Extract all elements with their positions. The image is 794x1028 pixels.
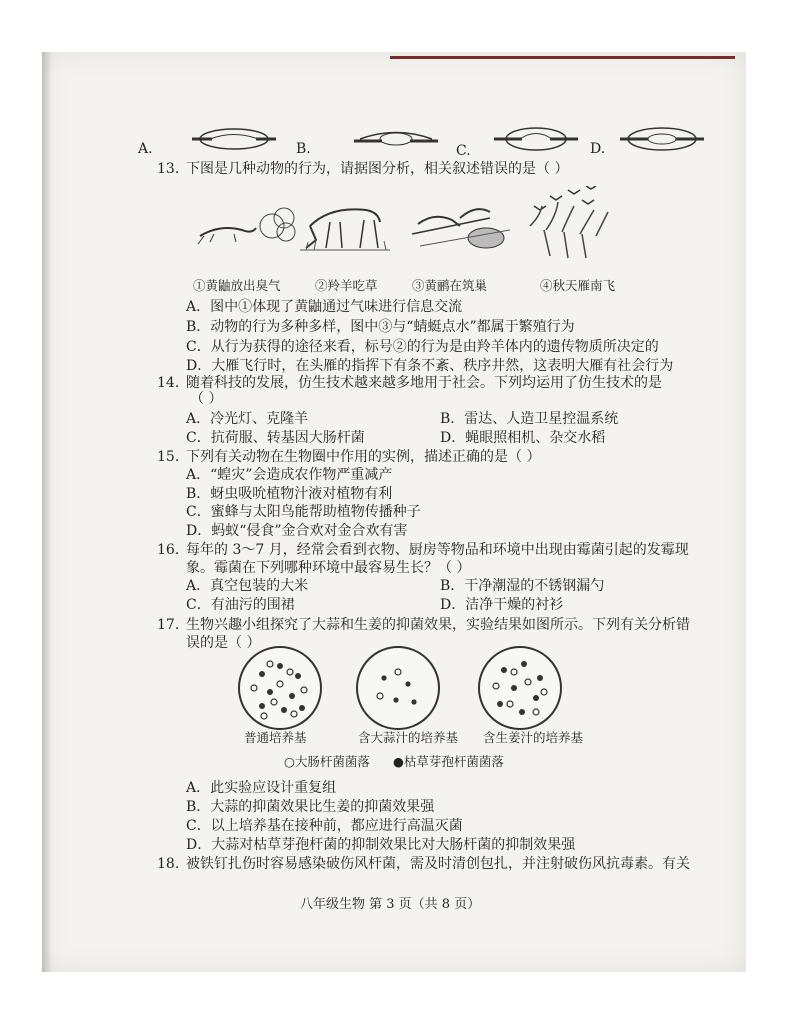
- caption-antelope: ②羚羊吃草: [315, 278, 378, 293]
- dish-ginger-colonies: [480, 648, 560, 728]
- weasel-figure: [198, 208, 295, 244]
- q17-option-b: B．大蒜的抑菌效果比生姜的抑菌效果强: [186, 799, 435, 815]
- dish-plain-label: 普通培养基: [244, 730, 307, 745]
- dish-garlic-label: 含大蒜汁的培养基: [358, 730, 459, 745]
- q18-number: 18.: [157, 856, 180, 872]
- q15-number: 15.: [157, 449, 180, 465]
- joint-diagram-b: [352, 124, 440, 154]
- geese-figure: [530, 186, 608, 258]
- legend-e-coli: ○大肠杆菌菌落: [284, 754, 370, 769]
- q15-option-c: C．蜜蜂与太阳鸟能帮助植物传播种子: [186, 504, 421, 520]
- q14-stem: 随着科技的发展，仿生技术越来越多地用于社会。下列均运用了仿生技术的是: [186, 375, 662, 391]
- q17-stem-line2: 误的是（ ）: [186, 635, 261, 651]
- caption-oriole: ③黄鹂在筑巢: [412, 278, 488, 293]
- q15-stem: 下列有关动物在生物圈中作用的实例，描述正确的是（ ）: [186, 449, 541, 465]
- q16-stem-line2: 象。霉菌在下列哪种环境中最容易生长？（ ）: [186, 560, 471, 576]
- q17-number: 17.: [157, 617, 180, 633]
- dish-garlic: [356, 646, 440, 730]
- q17-option-d: D．大蒜对枯草芽孢杆菌的抑制效果比对大肠杆菌的抑制效果强: [186, 837, 576, 853]
- q17-stem-line1: 生物兴趣小组探究了大蒜和生姜的抑菌效果，实验结果如图所示。下列有关分析错: [186, 617, 690, 633]
- q17-option-c: C．以上培养基在接种前，都应进行高温灭菌: [186, 818, 463, 834]
- caption-weasel: ①黄鼬放出臭气: [193, 278, 281, 293]
- oriole-figure: [412, 209, 510, 248]
- q18-stem: 被铁钉扎伤时容易感染破伤风杆菌，需及时清创包扎，并注射破伤风抗毒素。有关: [186, 856, 690, 872]
- joint-option-d-label: D.: [590, 141, 606, 157]
- q15-option-b: B．蚜虫吸吮植物汁液对植物有利: [186, 486, 393, 502]
- q13-option-b: B．动物的行为多种多样，图中③与“蜻蜓点水”都属于繁殖行为: [186, 319, 575, 335]
- antelope-figure: [300, 209, 390, 250]
- dish-garlic-colonies: [358, 648, 438, 728]
- q17-option-a: A．此实验应设计重复组: [186, 780, 337, 796]
- q13-option-a: A．图中①体现了黄鼬通过气味进行信息交流: [186, 299, 463, 315]
- joint-diagram-d: [618, 124, 706, 154]
- animal-behavior-illustration: [190, 186, 630, 272]
- q16-option-b: B．干净潮湿的不锈钢漏勺: [440, 578, 605, 594]
- q15-option-a: A．“蝗灾”会造成农作物严重减产: [186, 467, 393, 483]
- joint-option-a-label: A.: [138, 141, 153, 157]
- page-shadow: [42, 52, 52, 972]
- joint-diagram-a: [190, 124, 278, 154]
- q14-number: 14.: [157, 375, 180, 391]
- q15-option-d: D．蚂蚁“侵食”金合欢对金合欢有害: [186, 523, 408, 539]
- q14-option-d: D．蝇眼照相机、杂交水稻: [440, 430, 606, 446]
- dish-ginger-label: 含生姜汁的培养基: [483, 730, 584, 745]
- dish-ginger: [478, 646, 562, 730]
- joint-option-b-label: B.: [296, 141, 311, 157]
- caption-geese: ④秋天雁南飞: [540, 278, 616, 293]
- q16-option-d: D．洁净干燥的衬衫: [440, 597, 564, 613]
- q16-option-a: A．真空包装的大米: [186, 578, 309, 594]
- dish-plain: [238, 646, 322, 730]
- q16-number: 16.: [157, 542, 180, 558]
- legend-bacillus: ●枯草芽孢杆菌菌落: [393, 754, 504, 769]
- q14-option-c: C．抗荷服、转基因大肠杆菌: [186, 430, 365, 446]
- q14-option-b: B．雷达、人造卫星控温系统: [440, 411, 619, 427]
- dish-plain-colonies: [240, 648, 320, 728]
- q14-option-a: A．冷光灯、克隆羊: [186, 411, 309, 427]
- q16-stem-line1: 每年的 3～7 月，经常会看到衣物、厨房等物品和环境中出现由霉菌引起的发霉现: [186, 542, 689, 558]
- joint-option-c-label: C.: [456, 143, 471, 159]
- joint-diagram-c: [492, 124, 580, 154]
- q16-option-c: C．有油污的围裙: [186, 597, 295, 613]
- q13-number: 13.: [157, 161, 180, 177]
- q13-option-d: D．大雁飞行时，在头雁的指挥下有条不紊、秩序井然，这表明大雁有社会行为: [186, 358, 674, 374]
- q13-option-c: C．从行为获得的途径来看，标号②的行为是由羚羊体内的遗传物质所决定的: [186, 339, 659, 355]
- q14-blank: （ ）: [190, 391, 223, 407]
- page-footer: 八年级生物 第 3 页（共 8 页）: [300, 897, 481, 912]
- top-rule: [390, 56, 735, 59]
- q13-stem: 下图是几种动物的行为，请据图分析，相关叙述错误的是（ ）: [186, 161, 569, 177]
